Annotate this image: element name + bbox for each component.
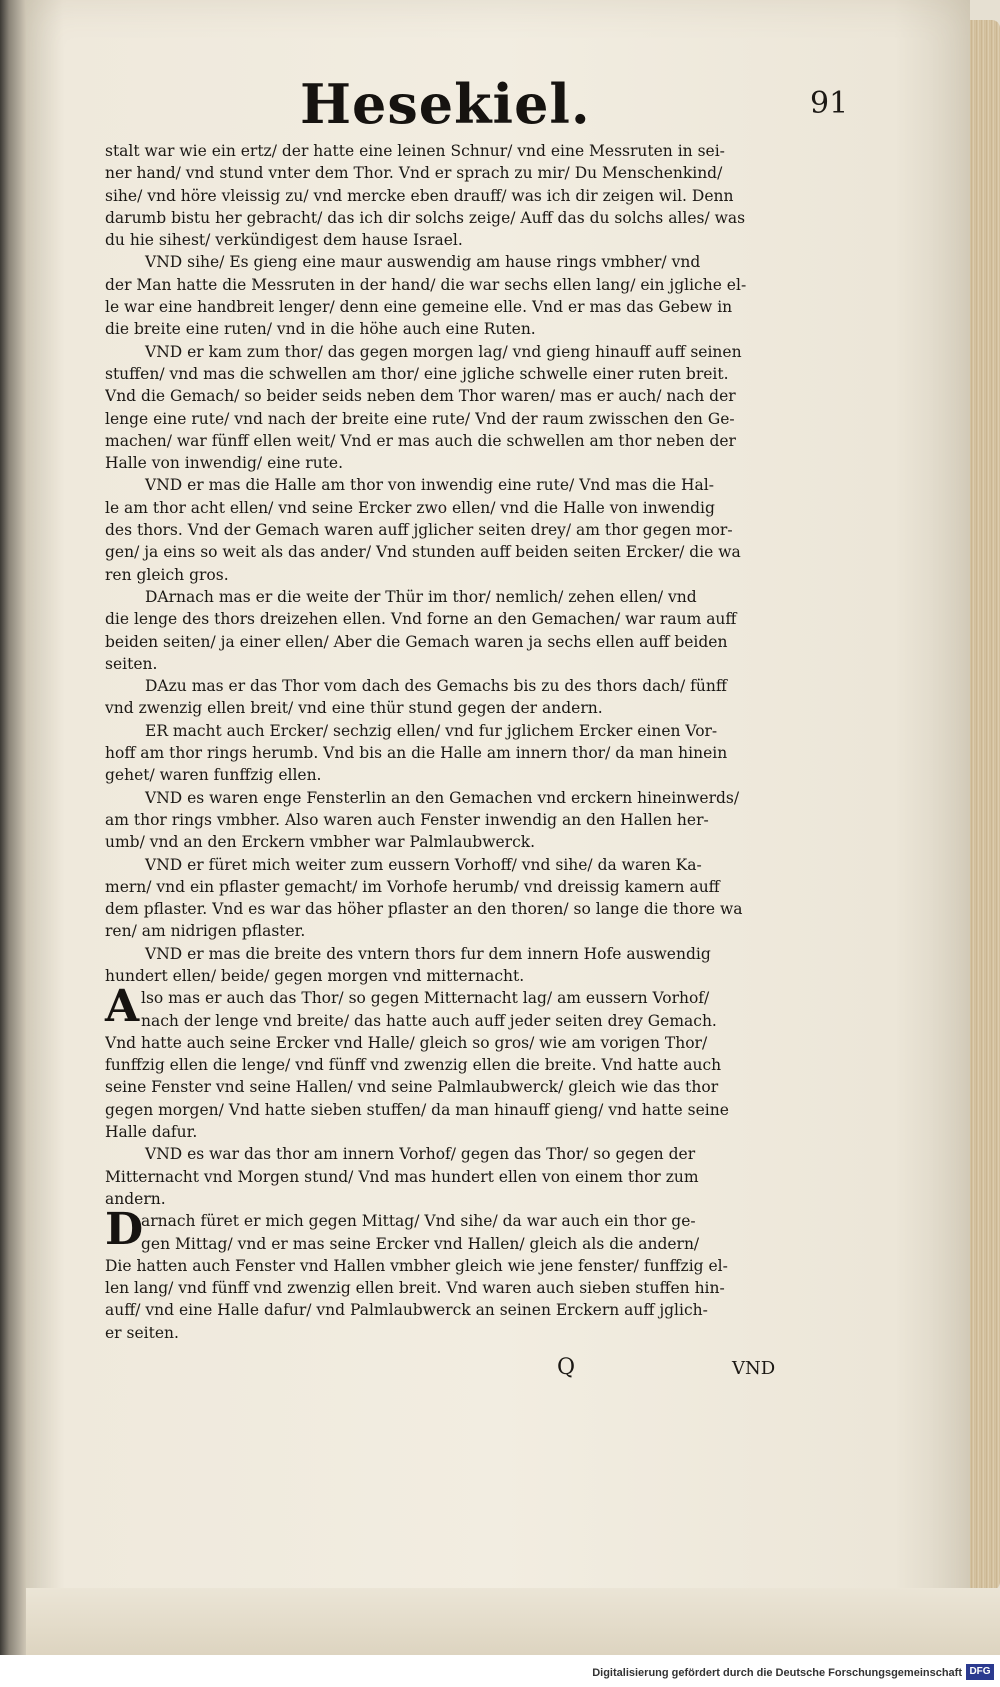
text-line: nach der lenge vnd breite/ das hatte auch auff jeder seiten drey Gemach. bbox=[141, 1011, 717, 1030]
text-line: Mitternacht vnd Morgen stund/ Vnd mas hundert ellen von einem thor zum bbox=[105, 1167, 699, 1186]
text-line: ren gleich gros. bbox=[105, 565, 229, 584]
text-line: Halle dafur. bbox=[105, 1123, 198, 1142]
text-line: VND es waren enge Fensterlin an den Gemachen vnd erckern hineinwerds/ bbox=[145, 788, 740, 807]
text-line: DAzu mas er das Thor vom dach des Gemachs bis zu des thors dach/ fünff bbox=[145, 677, 727, 696]
page-number: 91 bbox=[810, 86, 849, 121]
text-line: stalt war wie ein ertz/ der hatte eine leinen Schnur/ vnd eine Messruten in sei- bbox=[105, 142, 725, 160]
text-line: er seiten. bbox=[105, 1323, 179, 1342]
text-line: ren/ am nidrigen pflaster. bbox=[105, 922, 306, 941]
text-line: le am thor acht ellen/ vnd seine Ercker zwo ellen/ vnd die Halle von inwendig bbox=[105, 498, 715, 517]
text-line: DArnach mas er die weite der Thür im thor/ nemlich/ zehen ellen/ vnd bbox=[145, 587, 697, 606]
text-line: VND er mas die Halle am thor von inwendig eine rute/ Vnd mas die Hal- bbox=[145, 476, 714, 495]
text-line: gen Mittag/ vnd er mas seine Ercker vnd Hallen/ gleich als die andern/ bbox=[141, 1234, 700, 1253]
text-line: dem pflaster. Vnd es war das höher pflaster an den thoren/ so lange die thore wa bbox=[105, 900, 743, 919]
text-line: funffzig ellen die lenge/ vnd fünff vnd zwenzig ellen die breite. Vnd hatte auch bbox=[105, 1056, 722, 1075]
text-line: gegen morgen/ Vnd hatte sieben stuffen/ da man hinauff gieng/ vnd hatte seine bbox=[105, 1100, 729, 1119]
text-line: seiten. bbox=[105, 654, 158, 673]
text-line: VND er füret mich weiter zum eussern Vorhoff/ vnd sihe/ da waren Ka- bbox=[145, 855, 702, 874]
page-bottom-margin bbox=[26, 1588, 1000, 1655]
text-line: darumb bistu her gebracht/ das ich dir solchs zeige/ Auff das du solchs alles/ was bbox=[105, 208, 746, 227]
text-line: die lenge des thors dreizehen ellen. Vnd forne an den Gemachen/ war raum auff bbox=[105, 610, 737, 629]
drop-cap: A bbox=[105, 981, 140, 1033]
text-line: Die hatten auch Fenster vnd Hallen vmbher gleich wie jene fenster/ funffzig el- bbox=[105, 1256, 728, 1275]
text-line: ER macht auch Ercker/ sechzig ellen/ vnd fur jglichem Ercker einen Vor- bbox=[145, 721, 718, 740]
text-line: arnach füret er mich gegen Mittag/ Vnd sihe/ da war auch ein thor ge- bbox=[141, 1212, 696, 1231]
signature-mark: Q bbox=[557, 1355, 576, 1380]
drop-cap: D bbox=[105, 1204, 144, 1256]
text-line: hundert ellen/ beide/ gegen morgen vnd mitternacht. bbox=[105, 966, 525, 985]
text-line: machen/ war fünff ellen weit/ Vnd er mas auch die schwellen am thor neben der bbox=[105, 431, 736, 450]
body-text bbox=[105, 140, 785, 1344]
text-line: beiden seiten/ ja einer ellen/ Aber die Gemach waren ja sechs ellen auff beiden bbox=[105, 632, 728, 651]
text-line: le war eine handbreit lenger/ denn eine gemeine elle. Vnd er mas das Gebew in bbox=[105, 298, 733, 317]
page-stack-edge bbox=[970, 20, 1000, 1590]
text-line: lenge eine rute/ vnd nach der breite eine rute/ Vnd der raum zwisschen den Ge- bbox=[105, 409, 735, 428]
text-line: des thors. Vnd der Gemach waren auff jglicher seiten drey/ am thor gegen mor- bbox=[105, 521, 733, 540]
text-line: vnd zwenzig ellen breit/ vnd eine thür stund gegen der andern. bbox=[105, 699, 603, 718]
dfg-logo: DFG bbox=[966, 1664, 994, 1680]
text-line: andern. bbox=[105, 1189, 166, 1208]
text-line: lso mas er auch das Thor/ so gegen Mitternacht lag/ am eussern Vorhof/ bbox=[141, 989, 710, 1008]
text-line: VND er kam zum thor/ das gegen morgen lag/ vnd gieng hinauff auff seinen bbox=[145, 342, 742, 361]
text-line: len lang/ vnd fünff vnd zwenzig ellen breit. Vnd waren auch sieben stuffen hin- bbox=[105, 1279, 725, 1298]
text-line: auff/ vnd eine Halle dafur/ vnd Palmlaubwerck an seinen Erckern auff jglich- bbox=[105, 1301, 708, 1320]
text-line: gen/ ja eins so weit als das ander/ Vnd stunden auff beiden seiten Ercker/ die wa bbox=[105, 543, 741, 562]
text-line: Vnd die Gemach/ so beider seids neben dem Thor waren/ mas er auch/ nach der bbox=[105, 387, 736, 406]
footer-credit: Digitalisierung gefördert durch die Deutsche Forschungsgemeinschaft bbox=[592, 1667, 962, 1679]
text-line: sihe/ vnd höre vleissig zu/ vnd mercke eben drauff/ was ich dir zeigen wil. Denn bbox=[105, 186, 734, 205]
left-page-edge bbox=[0, 0, 26, 1655]
text-line: Vnd hatte auch seine Ercker vnd Halle/ gleich so gros/ wie am vorigen Thor/ bbox=[105, 1033, 708, 1052]
text-line: seine Fenster vnd seine Hallen/ vnd seine Palmlaubwerck/ gleich wie das thor bbox=[105, 1078, 719, 1097]
text-line: ner hand/ vnd stund vnter dem Thor. Vnd er sprach zu mir/ Du Menschenkind/ bbox=[105, 164, 723, 183]
running-title: Hesekiel. bbox=[300, 72, 591, 136]
text-line: hoff am thor rings herumb. Vnd bis an die Halle am innern thor/ da man hinein bbox=[105, 744, 728, 763]
text-line: VND er mas die breite des vntern thors fur dem innern Hofe auswendig bbox=[145, 944, 711, 963]
text-line: mern/ vnd ein pflaster gemacht/ im Vorhofe herumb/ vnd dreissig kamern auff bbox=[105, 877, 720, 896]
text-line: du hie sihest/ verkündigest dem hause Israel. bbox=[105, 231, 463, 250]
text-line: VND sihe/ Es gieng eine maur auswendig am hause rings vmbher/ vnd bbox=[145, 253, 701, 272]
text-line: Halle von inwendig/ eine rute. bbox=[105, 454, 344, 473]
text-line: am thor rings vmbher. Also waren auch Fenster inwendig an den Hallen her- bbox=[105, 810, 709, 829]
text-line: die breite eine ruten/ vnd in die höhe auch eine Ruten. bbox=[105, 320, 536, 339]
text-line: VND es war das thor am innern Vorhof/ gegen das Thor/ so gegen der bbox=[145, 1145, 696, 1164]
text-line: stuffen/ vnd mas die schwellen am thor/ eine jgliche schwelle einer ruten breit. bbox=[105, 364, 729, 383]
text-line: der Man hatte die Messruten in der hand/ die war sechs ellen lang/ ein jgliche el- bbox=[105, 275, 747, 294]
text-line: umb/ vnd an den Erckern vmbher war Palmlaubwerck. bbox=[105, 833, 536, 852]
text-line: gehet/ waren funffzig ellen. bbox=[105, 766, 322, 785]
catchword: VND bbox=[732, 1358, 776, 1379]
